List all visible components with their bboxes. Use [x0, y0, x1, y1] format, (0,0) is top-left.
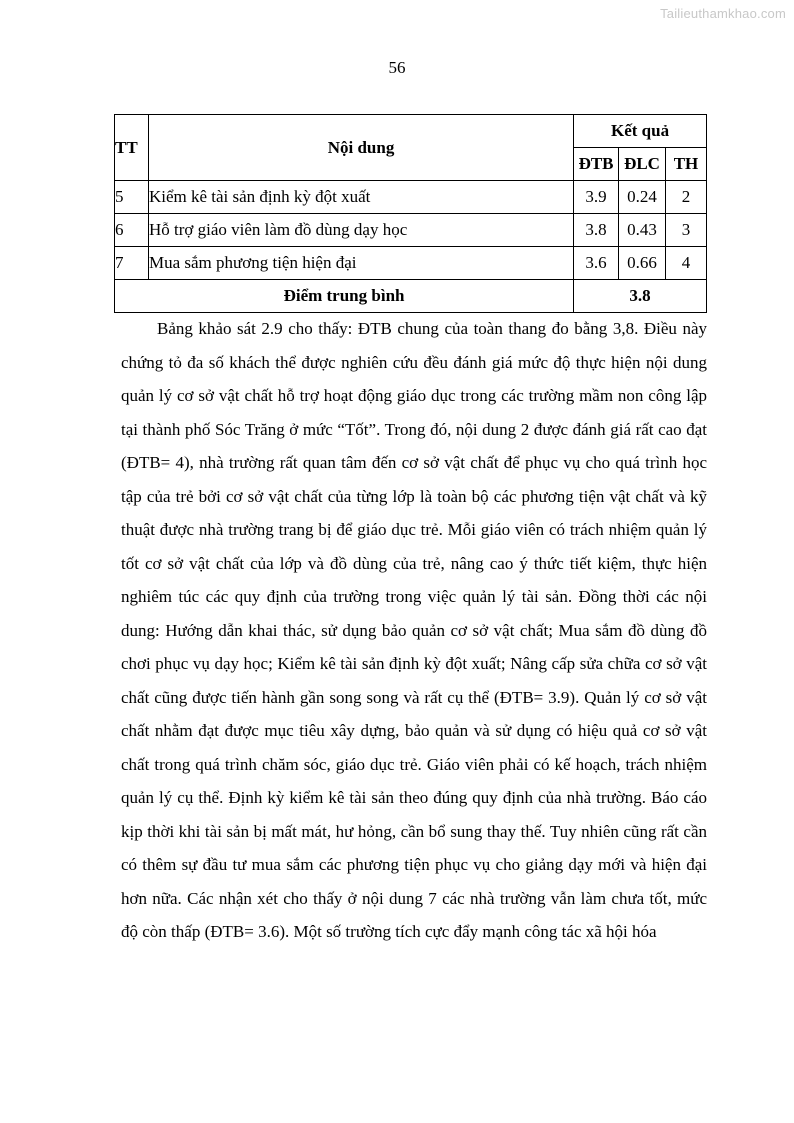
cell-th: 3	[666, 214, 707, 247]
header-noi-dung: Nội dung	[148, 115, 573, 181]
watermark: Tailieuthamkhao.com	[660, 6, 786, 21]
cell-noi-dung: Mua sắm phương tiện hiện đại	[148, 247, 573, 280]
cell-dtb: 3.6	[574, 247, 619, 280]
cell-tt: 5	[115, 181, 149, 214]
cell-th: 2	[666, 181, 707, 214]
cell-dtb: 3.8	[574, 214, 619, 247]
table-row	[115, 247, 707, 280]
table-row	[115, 214, 707, 247]
body-paragraph: Bảng khảo sát 2.9 cho thấy: ĐTB chung của toàn thang đo bằng 3,8. Điều này chứng tỏ đa số khách thể được nghiên cứu đều đánh giá mức độ thực hiện nội dung quản lý cơ sở vật chất hỗ trợ hoạt động giáo dục trong các trường mầm non công lập tại thành phố Sóc Trăng ở mức “Tốt”. Trong đó, nội dung 2 được đánh giá rất cao đạt (ĐTB= 4), nhà trường rất quan tâm đến cơ sở vật chất để phục vụ cho quá trình học tập của trẻ bởi cơ sở vật chất của từng lớp là toàn bộ các phương tiện vật chất và kỹ thuật được nhà trường trang bị để giáo dục trẻ. Mỗi giáo viên có trách nhiệm quản lý tốt cơ sở vật chất của lớp và đồ dùng của trẻ, nâng cao ý thức tiết kiệm, thực hiện nghiêm túc các quy định của trường trong việc quản lý tài sản. Đồng thời các nội dung: Hướng dẫn khai thác, sử dụng bảo quản cơ sở vật chất; Mua sắm đồ dùng đồ chơi phục vụ dạy học; Kiểm kê tài sản định kỳ đột xuất; Nâng cấp sửa chữa cơ sở vật chất cũng được tiến hành gần song song và rất cụ thể (ĐTB= 3.9). Quản lý cơ sở vật chất nhằm đạt được mục tiêu xây dựng, bảo quản và sử dụng có hiệu quả cơ sở vật chất trong quá trình chăm sóc, giáo dục trẻ. Giáo viên phải có kế hoạch, trách nhiệm quản lý cụ thể. Định kỳ kiểm kê tài sản theo đúng quy định của nhà trường. Báo cáo kịp thời khi tài sản bị mất mát, hư hỏng, cần bổ sung thay thế. Tuy nhiên cũng rất cần có thêm sự đầu tư mua sắm các phương tiện phục vụ cho giảng dạy mới và hiện đại hơn nữa. Các nhận xét cho thấy ở nội dung 7 các nhà trường vẫn làm chưa tốt, mức độ còn thấp (ĐTB= 3.6). Một số trường tích cực đẩy mạnh công tác xã hội hóa	[121, 319, 707, 941]
header-ket-qua: Kết quả	[574, 115, 707, 148]
cell-tt: 7	[115, 247, 149, 280]
header-dlc: ĐLC	[619, 148, 666, 181]
table-summary-row	[115, 280, 707, 313]
cell-dlc: 0.43	[619, 214, 666, 247]
cell-th: 4	[666, 247, 707, 280]
cell-noi-dung: Kiểm kê tài sản định kỳ đột xuất	[148, 181, 573, 214]
table-row	[115, 181, 707, 214]
cell-tt: 6	[115, 214, 149, 247]
header-th: TH	[666, 148, 707, 181]
page-number: 56	[388, 58, 406, 77]
summary-value: 3.8	[574, 280, 707, 313]
table-header-row	[115, 115, 707, 148]
cell-dlc: 0.66	[619, 247, 666, 280]
header-dtb: ĐTB	[574, 148, 619, 181]
cell-dlc: 0.24	[619, 181, 666, 214]
summary-label: Điểm trung bình	[115, 280, 574, 313]
cell-dtb: 3.9	[574, 181, 619, 214]
results-table	[114, 114, 707, 313]
cell-noi-dung: Hỗ trợ giáo viên làm đồ dùng dạy học	[148, 214, 573, 247]
header-tt: TT	[115, 115, 149, 181]
